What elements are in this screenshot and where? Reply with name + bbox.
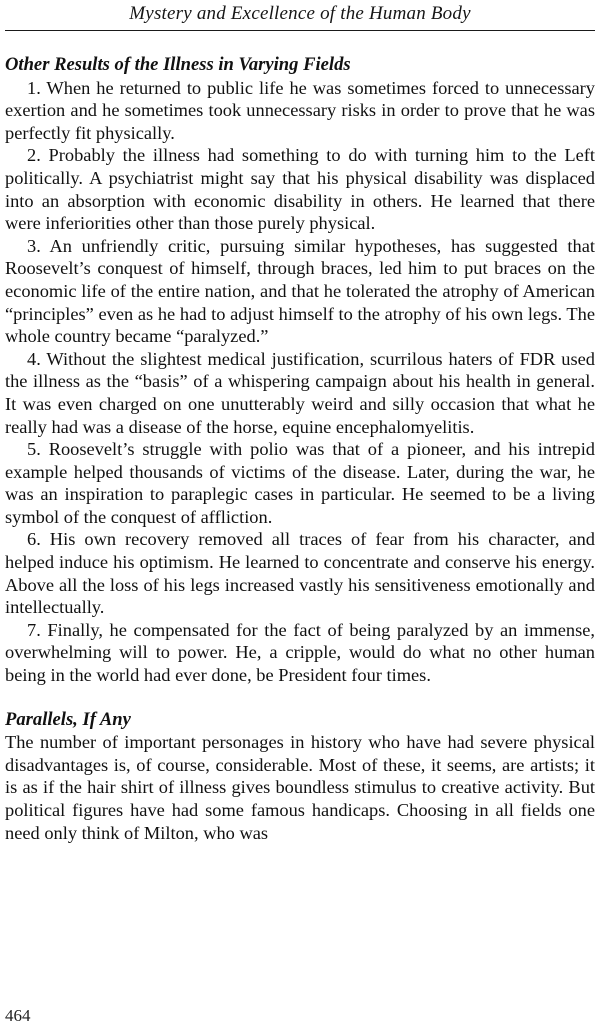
paragraph: 5. Roosevelt’s struggle with polio was that of a pioneer, and his intrepid example helped thousands of victims of the disease. Later, during the war, he was an inspiration to paraplegic cases in particular. He seemed to be a living symbol of the conquest of affliction. xyxy=(5,439,595,527)
paragraph: 3. An unfriendly critic, pursuing similar hypotheses, has suggested that Roosevelt’s conquest of himself, through braces, led him to put braces on the economic life of the entire nation, and that he tolerated the atrophy of American “principles” even as he had to adjust himself to the atrophy of his own legs. The whole country became “paralyzed.” xyxy=(5,235,595,347)
paragraph: 6. His own recovery removed all traces of fear from his character, and helped induce his optimism. He learned to concentrate and conserve his energy. Above all the loss of his legs increased vastly his sensitiveness emotionally and intellectually. xyxy=(5,529,595,618)
page-body xyxy=(5,54,595,844)
page-number: 464 xyxy=(5,1006,31,1025)
paragraph: 1. When he returned to public life he was sometimes forced to unnecessary exertion and he sometimes took unnecessary risks in order to prove that he was perfectly fit physically. xyxy=(5,77,595,143)
running-head: Mystery and Excellence of the Human Body xyxy=(129,3,471,24)
paragraph: 4. Without the slightest medical justification, scurrilous haters of FDR used the illness as the “basis” of a whispering campaign about his health in general. It was even charged on one unutterably weird and silly occasion that what he really had was a disease of the horse, equine encephalomyelitis. xyxy=(5,348,595,437)
section-gap xyxy=(5,687,595,709)
paragraph: 2. Probably the illness had something to do with turning him to the Left politically. A psychiatrist might say that his physical disability was displaced into an absorption with economic disability in others. He learned that there were inferiorities other than those purely physical. xyxy=(5,145,595,234)
section-heading: Other Results of the Illness in Varying Fields xyxy=(5,54,351,75)
paragraph: The number of important personages in history who have had severe physical disadvantages is, of course, considerable. Most of these, it seems, are artists; it is as if the hair shirt of illness gives boundless stimulus to creative activity. But political figures have had some famous handicaps. Choosing in all fields one need only think of Milton, who was xyxy=(5,732,595,843)
section-heading: Parallels, If Any xyxy=(5,708,131,730)
header-rule xyxy=(5,30,595,31)
paragraph: 7. Finally, he compensated for the fact of being paralyzed by an immense, overwhelming will to power. He, a cripple, would do what no other human being in the world had ever done, be President four times. xyxy=(5,619,595,686)
